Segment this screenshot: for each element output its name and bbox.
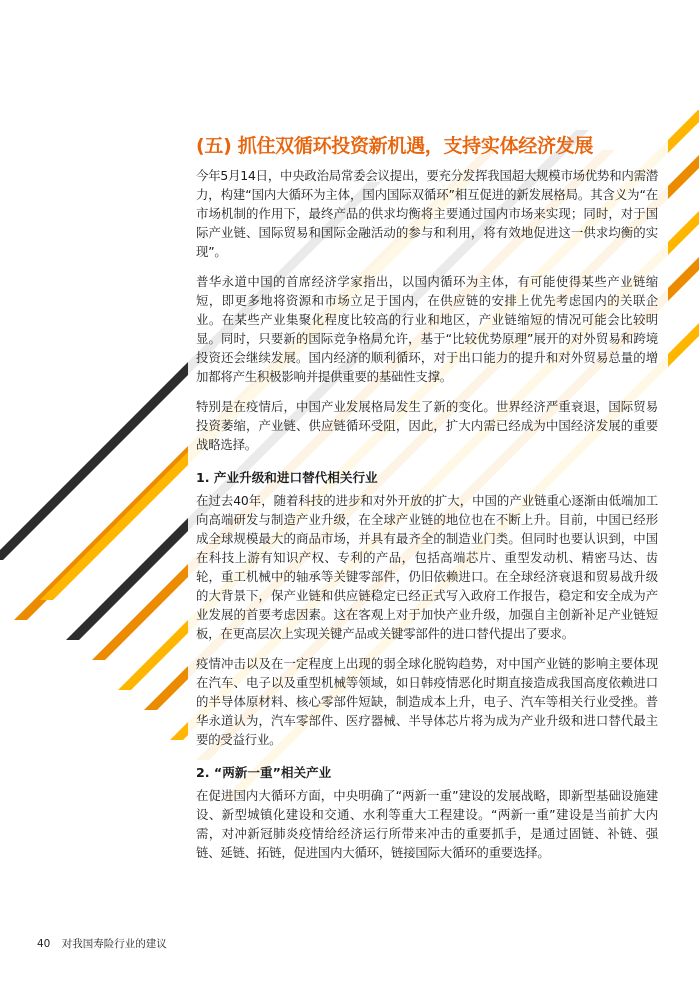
intro-paragraph-2: 普华永道中国的首席经济学家指出，以国内循环为主体，有可能使得某些产业链缩短，即更多地将资源和市场立足于国内，在供应链的安排上优先考虑国内的关联企业。在某些产业集聚化程度比较高的行业和地区，产业链缩短的情况可能会比较明显。同时，只要新的国际竞争格局允许，基于“比较优势原理”展开的对外贸易和跨境投资还会继续发展。国内经济的顺利循环，对于出口能力的提升和对外贸易总量的增加都将产生积极影响并提供重要的基础性支撑。	[196, 274, 658, 384]
subsection-heading-1: 1. 产业升级和进口替代相关行业	[196, 470, 378, 485]
section-title: (五) 抓住双循环投资新机遇，支持实体经济发展	[196, 135, 594, 157]
subsection-heading-2: 2. “两新一重”相关产业	[196, 765, 332, 780]
subsection-2-paragraph-1: 在促进国内大循环方面，中央明确了“两新一重”建设的发展战略，即新型基础设施建设、新型城镇化建设和交通、水利等重大工程建设。“两新一重”建设是当前扩大内需，对冲新冠肺炎疫情给经济运行所带来冲击的重要抓手，是通过固链、补链、强链、延链、拓链，促进国内大循环，链接国际大循环的重要选择。	[196, 788, 658, 860]
document-title: 对我国寿险行业的建议	[61, 938, 167, 950]
subsection-1-paragraph-2: 疫情冲击以及在一定程度上出现的弱全球化脱钩趋势，对中国产业链的影响主要体现在汽车、电子以及重型机械等领域，如日韩疫情恶化时期直接造成我国高度依赖进口的半导体原材料、核心零部件短缺，制造成本上升，电子、汽车等相关行业受挫。普华永道认为，汽车零部件、医疗器械、半导体芯片将为成为产业升级和进口替代最主要的受益行业。	[196, 656, 658, 747]
intro-paragraph-3: 特别是在疫情后，中国产业发展格局发生了新的变化。世界经济严重衰退，国际贸易投资萎缩，产业链、供应链循环受阻，因此，扩大内需已经成为中国经济发展的重要战略选择。	[196, 399, 658, 452]
subsection-1-paragraph-1: 在过去40年，随着科技的进步和对外开放的扩大，中国的产业链重心逐渐由低端加工向高端研发与制造产业升级，在全球产业链的地位也在不断上升。目前，中国已经形成全球规模最大的商品市场，并具有最齐全的制造业门类。但同时也要认识到，中国在科技上游有知识产权、专利的产品，包括高端芯片、重型发动机、精密马达、齿轮，重工机械中的轴承等关键零部件，仍旧依赖进口。在全球经济衰退和贸易战升级的大背景下，保产业链和供应链稳定已经正式写入政府工作报告，稳定和安全成为产业发展的首要考虑因素。这在客观上对于加快产业升级，加强自主创新补足产业链短板，在更高层次上实现关键产品或关键零部件的进口替代提出了要求。	[196, 493, 658, 641]
intro-paragraph-1: 今年5月14日，中央政治局常委会议提出，要充分发挥我国超大规模市场优势和内需潜力，构建“国内大循环为主体，国内国际双循环”相互促进的新发展格局。其含义为“在市场机制的作用下，最终产品的供求均衡将主要通过国内市场来实现；同时，对于国际产业链、国际贸易和国际金融活动的参与和利用，将有效地促进这一供求均衡的实现”。	[196, 168, 658, 259]
main-content	[196, 133, 658, 873]
page-footer	[37, 936, 167, 951]
page-number: 40	[37, 938, 51, 950]
